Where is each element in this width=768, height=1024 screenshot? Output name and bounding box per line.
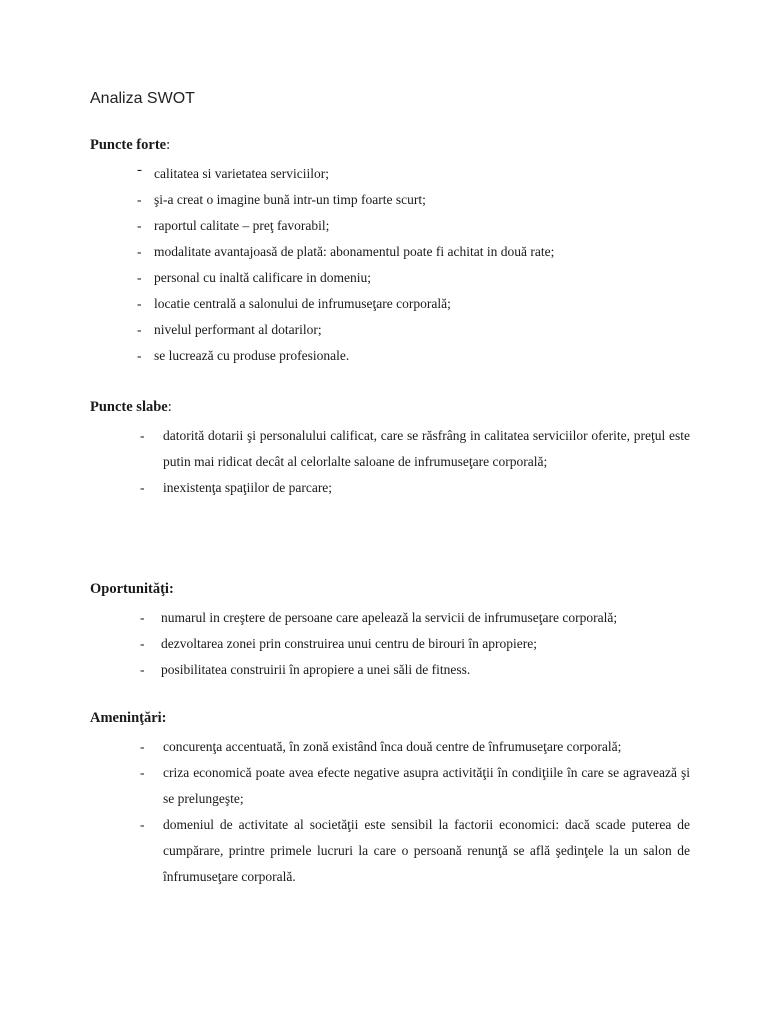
section-heading-opportunities xyxy=(90,580,690,598)
list-item-text: posibilitatea construirii în apropiere a unei săli de fitness. xyxy=(161,662,471,677)
dash-bullet: - xyxy=(137,244,142,259)
dash-bullet: - xyxy=(137,162,142,178)
list-item xyxy=(90,812,690,890)
list-item-text: domeniul de activitate al societăţii este sensibil la factorii economici: dacă scade puterea de cumpărare, printre primele lucruri la care o persoană renunţă se află şedinţele la un salon de înfrumuseţare corporală. xyxy=(163,817,690,884)
list-item-text: raportul calitate – preţ favorabil; xyxy=(154,218,330,233)
dash-bullet: - xyxy=(137,322,142,337)
list-item xyxy=(90,317,690,343)
document-title: Analiza SWOT xyxy=(90,90,195,107)
list-item-text: datorită dotarii şi personalului calificat, care se răsfrâng in calitatea serviciilor oferite, preţul este putin mai ridicat decât al celorlalte saloane de infrumuseţare corporală; xyxy=(163,428,690,469)
dash-bullet: - xyxy=(140,739,145,754)
list-item xyxy=(90,213,690,239)
section-opportunities xyxy=(90,580,690,683)
list-item xyxy=(90,265,690,291)
list-item xyxy=(90,631,690,657)
dash-bullet: - xyxy=(140,480,145,495)
section-weaknesses xyxy=(90,398,690,501)
list-item-text: modalitate avantajoasă de plată: abonamentul poate fi achitat in două rate; xyxy=(154,244,555,259)
dash-bullet: - xyxy=(137,270,142,285)
dash-bullet: - xyxy=(140,428,145,443)
list-item xyxy=(90,239,690,265)
dash-bullet: - xyxy=(137,192,142,207)
list-item xyxy=(90,187,690,213)
list-item-text: personal cu inaltă calificare in domeniu; xyxy=(154,270,372,285)
list-item xyxy=(90,291,690,317)
opportunities-list xyxy=(90,605,690,683)
dash-bullet: - xyxy=(140,636,145,651)
list-item-text: locatie centrală a salonului de infrumuseţare corporală; xyxy=(154,296,451,311)
dash-bullet: - xyxy=(140,817,145,832)
list-item-text: calitatea si varietatea serviciilor; xyxy=(154,166,330,181)
dash-bullet: - xyxy=(140,662,145,677)
heading-label: Ameninţări: xyxy=(90,710,167,726)
list-item xyxy=(90,760,690,812)
section-heading-weaknesses xyxy=(90,398,690,416)
dash-bullet: - xyxy=(137,348,142,363)
list-item xyxy=(90,734,690,760)
heading-label: Puncte slabe xyxy=(90,399,168,415)
section-heading-strengths xyxy=(90,136,690,154)
section-heading-threats xyxy=(90,709,690,727)
list-item xyxy=(90,423,690,475)
list-item-text: nivelul performant al dotarilor; xyxy=(154,322,322,337)
list-item-text: dezvoltarea zonei prin construirea unui centru de birouri în apropiere; xyxy=(161,636,537,651)
list-item-text: inexistenţa spaţiilor de parcare; xyxy=(163,480,333,495)
list-item-text: şi-a creat o imagine bună intr-un timp foarte scurt; xyxy=(154,192,426,207)
dash-bullet: - xyxy=(140,610,145,625)
list-item xyxy=(90,605,690,631)
heading-suffix: : xyxy=(167,399,172,415)
weaknesses-list xyxy=(90,423,690,501)
strengths-list xyxy=(90,161,690,369)
list-item xyxy=(90,343,690,369)
dash-bullet: - xyxy=(140,765,145,780)
list-item xyxy=(90,657,690,683)
threats-list xyxy=(90,734,690,890)
heading-label: Puncte forte xyxy=(90,137,167,153)
dash-bullet: - xyxy=(137,296,142,311)
section-threats xyxy=(90,709,690,890)
section-strengths xyxy=(90,136,690,369)
list-item-text: numarul in creştere de persoane care apelează la servicii de infrumuseţare corporală; xyxy=(161,610,618,625)
list-item-text: criza economică poate avea efecte negative asupra activităţii în condiţiile în care se agravează şi se prelungeşte; xyxy=(163,765,690,806)
list-item xyxy=(90,161,690,187)
list-item xyxy=(90,475,690,501)
heading-suffix: : xyxy=(166,137,171,153)
heading-label: Oportunităţi: xyxy=(90,581,174,597)
list-item-text: concurenţa accentuată, în zonă existând înca două centre de înfrumuseţare corporală; xyxy=(163,739,622,754)
list-item-text: se lucrează cu produse profesionale. xyxy=(154,348,350,363)
dash-bullet: - xyxy=(137,218,142,233)
